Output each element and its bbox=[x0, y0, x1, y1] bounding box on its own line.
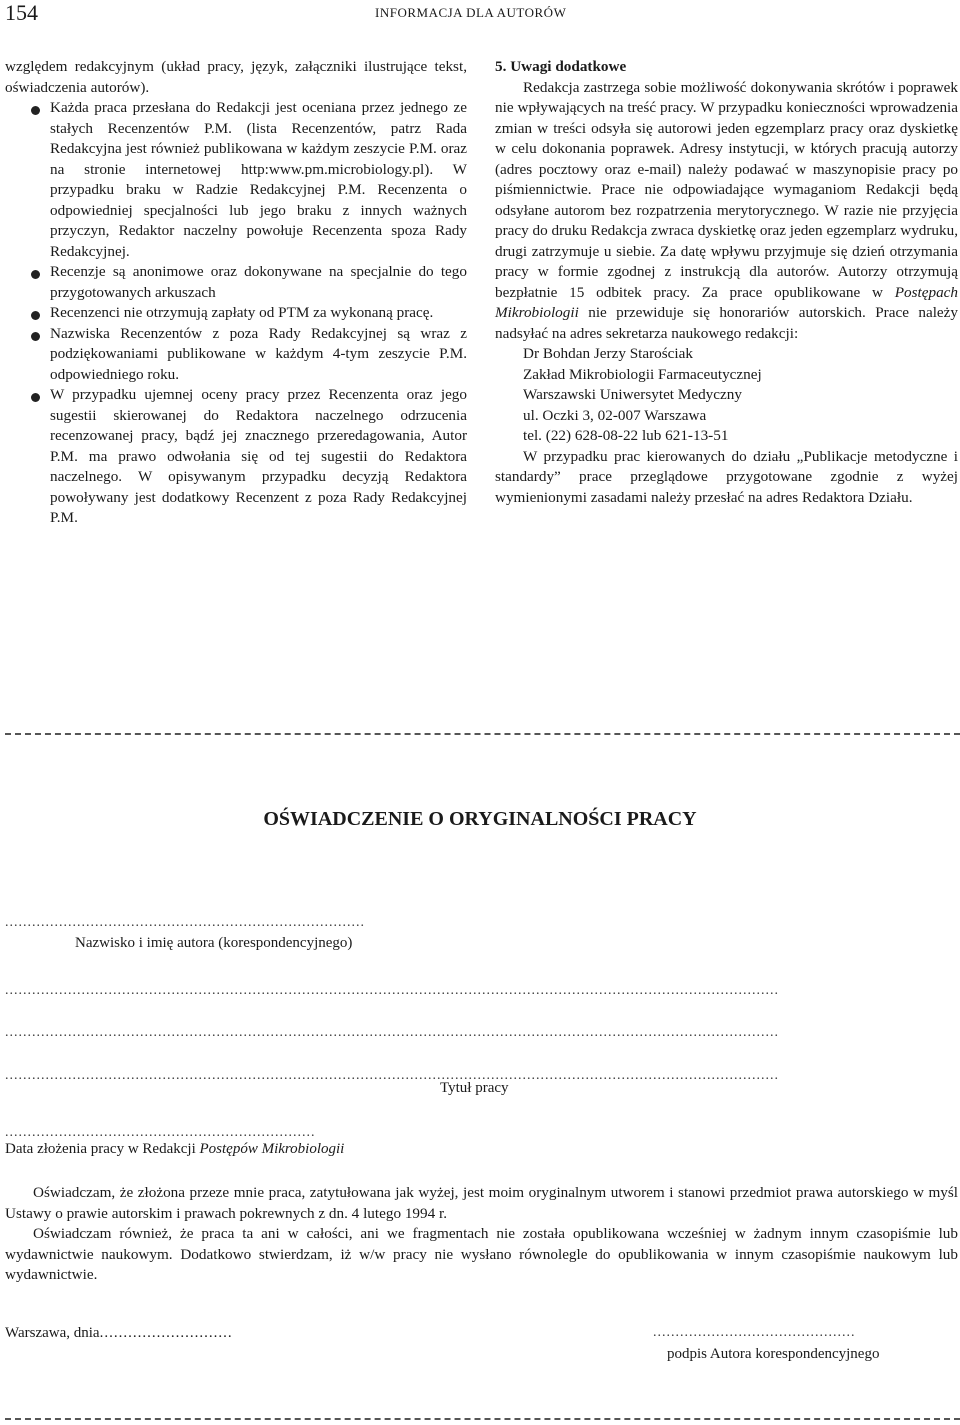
bullet-icon bbox=[31, 311, 40, 320]
author-name-field[interactable]: ................................................................................ bbox=[5, 915, 365, 930]
journal-name: Postępów Mikrobiologii bbox=[199, 1141, 345, 1157]
author-name-label: Nazwisko i imię autora (korespondencyjnego) bbox=[75, 935, 353, 951]
address-line: Zakład Mikrobiologii Farmaceutycznej bbox=[523, 365, 762, 383]
bullet-text: Nazwiska Recenzentów z poza Rady Redakcyjnej są wraz z podziękowaniami publikowane w każdym 4-tym zeszycie P.M. odpowiedniego roku. bbox=[50, 324, 467, 383]
bullet-text: W przypadku ujemnej oceny pracy przez Recenzenta oraz jego sugestii skierowanej do Redaktora naczelnego odrzucenia recenzowanej pracy, bądź jej znacznego przeredagowania, Autor P.M. ma prawo odwołania się od tej sugestii do Redaktora naczelnego. W opisywanym przypadku decyzją Redaktora powoływany jest dodatkowy Recenzent z poza Rady Redakcyjnej P.M. bbox=[50, 386, 467, 526]
bullet-icon bbox=[31, 332, 40, 341]
submission-date-label bbox=[5, 1141, 344, 1158]
right-column bbox=[495, 57, 958, 508]
place-date-label: Warszawa, dnia bbox=[5, 1325, 100, 1341]
running-head: INFORMACJA DLA AUTORÓW bbox=[375, 5, 567, 20]
cut-line bbox=[5, 733, 960, 735]
para-text: nie przewiduje się honorariów autorskich. Prace należy nadsyłać na adres sekretarza naukowego redakcji: bbox=[495, 304, 958, 342]
bullet-item bbox=[5, 303, 467, 324]
bullet-item bbox=[5, 98, 467, 262]
declaration-title: OŚWIADCZENIE O ORYGINALNOŚCI PRACY bbox=[263, 808, 697, 830]
bullet-icon bbox=[31, 393, 40, 402]
title-field-line[interactable]: ............................................................................................................................................................................ bbox=[5, 1068, 779, 1083]
submission-date-field[interactable]: ..................................................................... bbox=[5, 1125, 316, 1140]
declaration-paragraph: Oświadczam również, że praca ta ani w całości, ani we fragmentach nie została opublikowana wcześniej w żadnym innym czasopiśmie lub wydawnictwie naukowym. Dodatkowo stwierdzam, iż w/w pracy nie wysłano równolegle do opublikowania w innym czasopiśmie naukowym lub wydawnictwie. bbox=[5, 1225, 958, 1283]
bullet-item bbox=[5, 262, 467, 303]
methods-paragraph: W przypadku prac kierowanych do działu „Publikacje metodyczne i standardy” prace przeglądowe przygotowane zgodnie z wyżej wymienionymi zasadami należy przesłać na adres Redaktora Działu. bbox=[495, 447, 958, 506]
bullet-icon bbox=[31, 270, 40, 279]
address-line: ul. Oczki 3, 02-007 Warszawa bbox=[523, 406, 707, 424]
bullet-item bbox=[5, 324, 467, 386]
section-heading: 5. Uwagi dodatkowe bbox=[495, 58, 627, 75]
bullet-item bbox=[5, 385, 467, 529]
bullet-text: Recenzje są anonimowe oraz dokonywane na specjalnie do tego przygotowanych arkuszach bbox=[50, 263, 467, 301]
signature-field[interactable]: ............................................. bbox=[653, 1325, 856, 1340]
title-field-line[interactable]: ............................................................................................................................................................................ bbox=[5, 1025, 779, 1040]
address-line: tel. (22) 628-08-22 lub 621-13-51 bbox=[523, 427, 729, 444]
cut-line bbox=[5, 1418, 960, 1420]
place-date-field[interactable]: ............................ bbox=[99, 1325, 233, 1341]
signature-label: podpis Autora korespondencyjnego bbox=[667, 1346, 880, 1362]
address-line: Dr Bohdan Jerzy Starościak bbox=[523, 345, 693, 362]
place-date-row bbox=[5, 1325, 233, 1342]
para-text: Redakcja zastrzega sobie możliwość dokonywania skrótów i poprawek nie wpływających na treść pracy. W przypadku konieczności wprowadzenia zmian w treści odsyła się autorowi jeden egzemplarz pracy oraz dyskietkę w celu dokonania poprawek. Adresy instytucji, w których pracują autorzy (adres pocztowy oraz e-mail) należy podawać w maszynopisie pracy po piśmiennictwie. Prace nie odpowiadające wymaganiom Redakcji będą odsyłane autorom bez rozpatrzenia merytorycznego. W razie nie przyjęcia pracy do druku Redakcja zwraca dyskietkę oraz jeden egzemplarz wydruku, drugi zatrzymuje u siebie. Za datę wpływu przyjmuje się dzień otrzymania pracy w formie zgodnej z instrukcją dla autorów. Autorzy otrzymują bezpłatnie 15 odbitek pracy. Za prace opublikowane w bbox=[495, 78, 959, 301]
declaration-paragraph: Oświadczam, że złożona przeze mnie praca, zatytułowana jak wyżej, jest moim oryginalnym utworem i stanowi przedmiot prawa autorskiego w myśl Ustawy o prawie autorskim i prawach pokrewnych z dn. 4 lutego 1994 r. bbox=[5, 1184, 958, 1222]
title-field-line[interactable]: ............................................................................................................................................................................ bbox=[5, 983, 779, 998]
page-number: 154 bbox=[5, 0, 38, 25]
intro-paragraph: względem redakcyjnym (układ pracy, język, załączniki ilustrujące tekst, oświadczenia autorów). bbox=[5, 58, 467, 96]
left-column bbox=[5, 57, 467, 529]
label-text: Data złożenia pracy w Redakcji bbox=[5, 1141, 200, 1157]
additional-notes-paragraph bbox=[495, 78, 958, 345]
bullet-text: Każda praca przesłana do Redakcji jest oceniana przez jednego ze stałych Recenzentów P.M. (lista Recenzentów, patrz Rada Redakcyjna jest również publikowana w każdym zeszycie P.M. oraz na stronie internetowej http:www.pm.microbiology.pl). W przypadku braku w Radzie Redakcyjnej P.M. Recenzenta o odpowiedniej specjalności lub jego braku z innych ważnych przyczyn, Redaktor naczelny powołuje Recenzenta spoza Rady Redakcyjnej. bbox=[50, 99, 467, 260]
address-line: Warszawski Uniwersytet Medyczny bbox=[523, 386, 742, 403]
title-label: Tytuł pracy bbox=[440, 1080, 509, 1096]
journal-name: Postępach Mikrobiologii bbox=[495, 283, 958, 321]
declaration-text bbox=[5, 1183, 958, 1286]
bullet-text: Recenzenci nie otrzymują zapłaty od PTM za wykonaną pracę. bbox=[50, 304, 434, 321]
bullet-icon bbox=[31, 106, 40, 115]
